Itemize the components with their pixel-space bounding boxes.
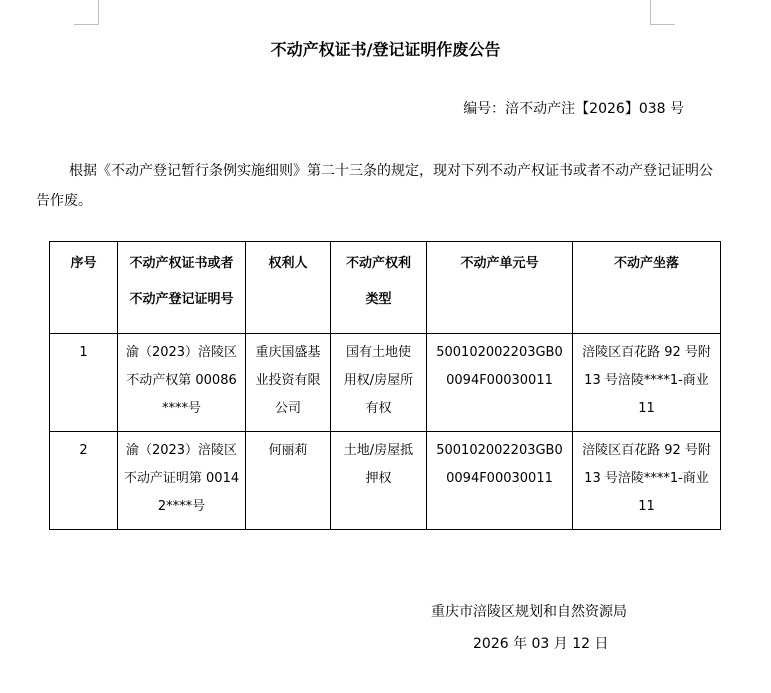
document-number: 编号：涪不动产注【2026】038 号 xyxy=(463,101,684,117)
crop-mark-top-left xyxy=(74,0,99,25)
body-paragraph: 根据《不动产登记暂行条例实施细则》第二十三条的规定，现对下列不动产权证书或者不动产登记证明公告作废。 xyxy=(36,163,713,209)
cell-index: 1 xyxy=(50,334,118,432)
cell-right-holder: 何丽莉 xyxy=(246,432,331,530)
table-header-row xyxy=(50,242,721,334)
cell-right-type: 国有土地使用权/房屋所有权 xyxy=(331,334,427,432)
cell-unit-number: 500102002203GB00094F00030011 xyxy=(427,334,573,432)
cell-unit-number: 500102002203GB00094F00030011 xyxy=(427,432,573,530)
header-unit-number: 不动产单元号 xyxy=(427,242,573,334)
header-right-holder: 权利人 xyxy=(246,242,331,334)
cancellation-table xyxy=(49,241,721,530)
cell-location: 涪陵区百花路 92 号附 13 号涪陵****1-商业11 xyxy=(573,334,721,432)
header-index: 序号 xyxy=(50,242,118,334)
cell-right-type: 土地/房屋抵押权 xyxy=(331,432,427,530)
issue-date: 2026 年 03 月 12 日 xyxy=(473,636,609,652)
cell-location: 涪陵区百花路 92 号附 13 号涪陵****1-商业11 xyxy=(573,432,721,530)
crop-mark-top-right xyxy=(650,0,675,25)
cell-certificate-number: 渝（2023）涪陵区不动产权第 00086****号 xyxy=(118,334,246,432)
table-row xyxy=(50,432,721,530)
document-title: 不动产权证书/登记证明作废公告 xyxy=(270,40,501,59)
header-location: 不动产坐落 xyxy=(573,242,721,334)
header-certificate-number: 不动产权证书或者不动产登记证明号 xyxy=(118,242,246,334)
table-row xyxy=(50,334,721,432)
cell-index: 2 xyxy=(50,432,118,530)
cell-right-holder: 重庆国盛基业投资有限公司 xyxy=(246,334,331,432)
cell-certificate-number: 渝（2023）涪陵区不动产证明第 00142****号 xyxy=(118,432,246,530)
header-right-type: 不动产权利类型 xyxy=(331,242,427,334)
issuing-authority: 重庆市涪陵区规划和自然资源局 xyxy=(431,604,627,620)
